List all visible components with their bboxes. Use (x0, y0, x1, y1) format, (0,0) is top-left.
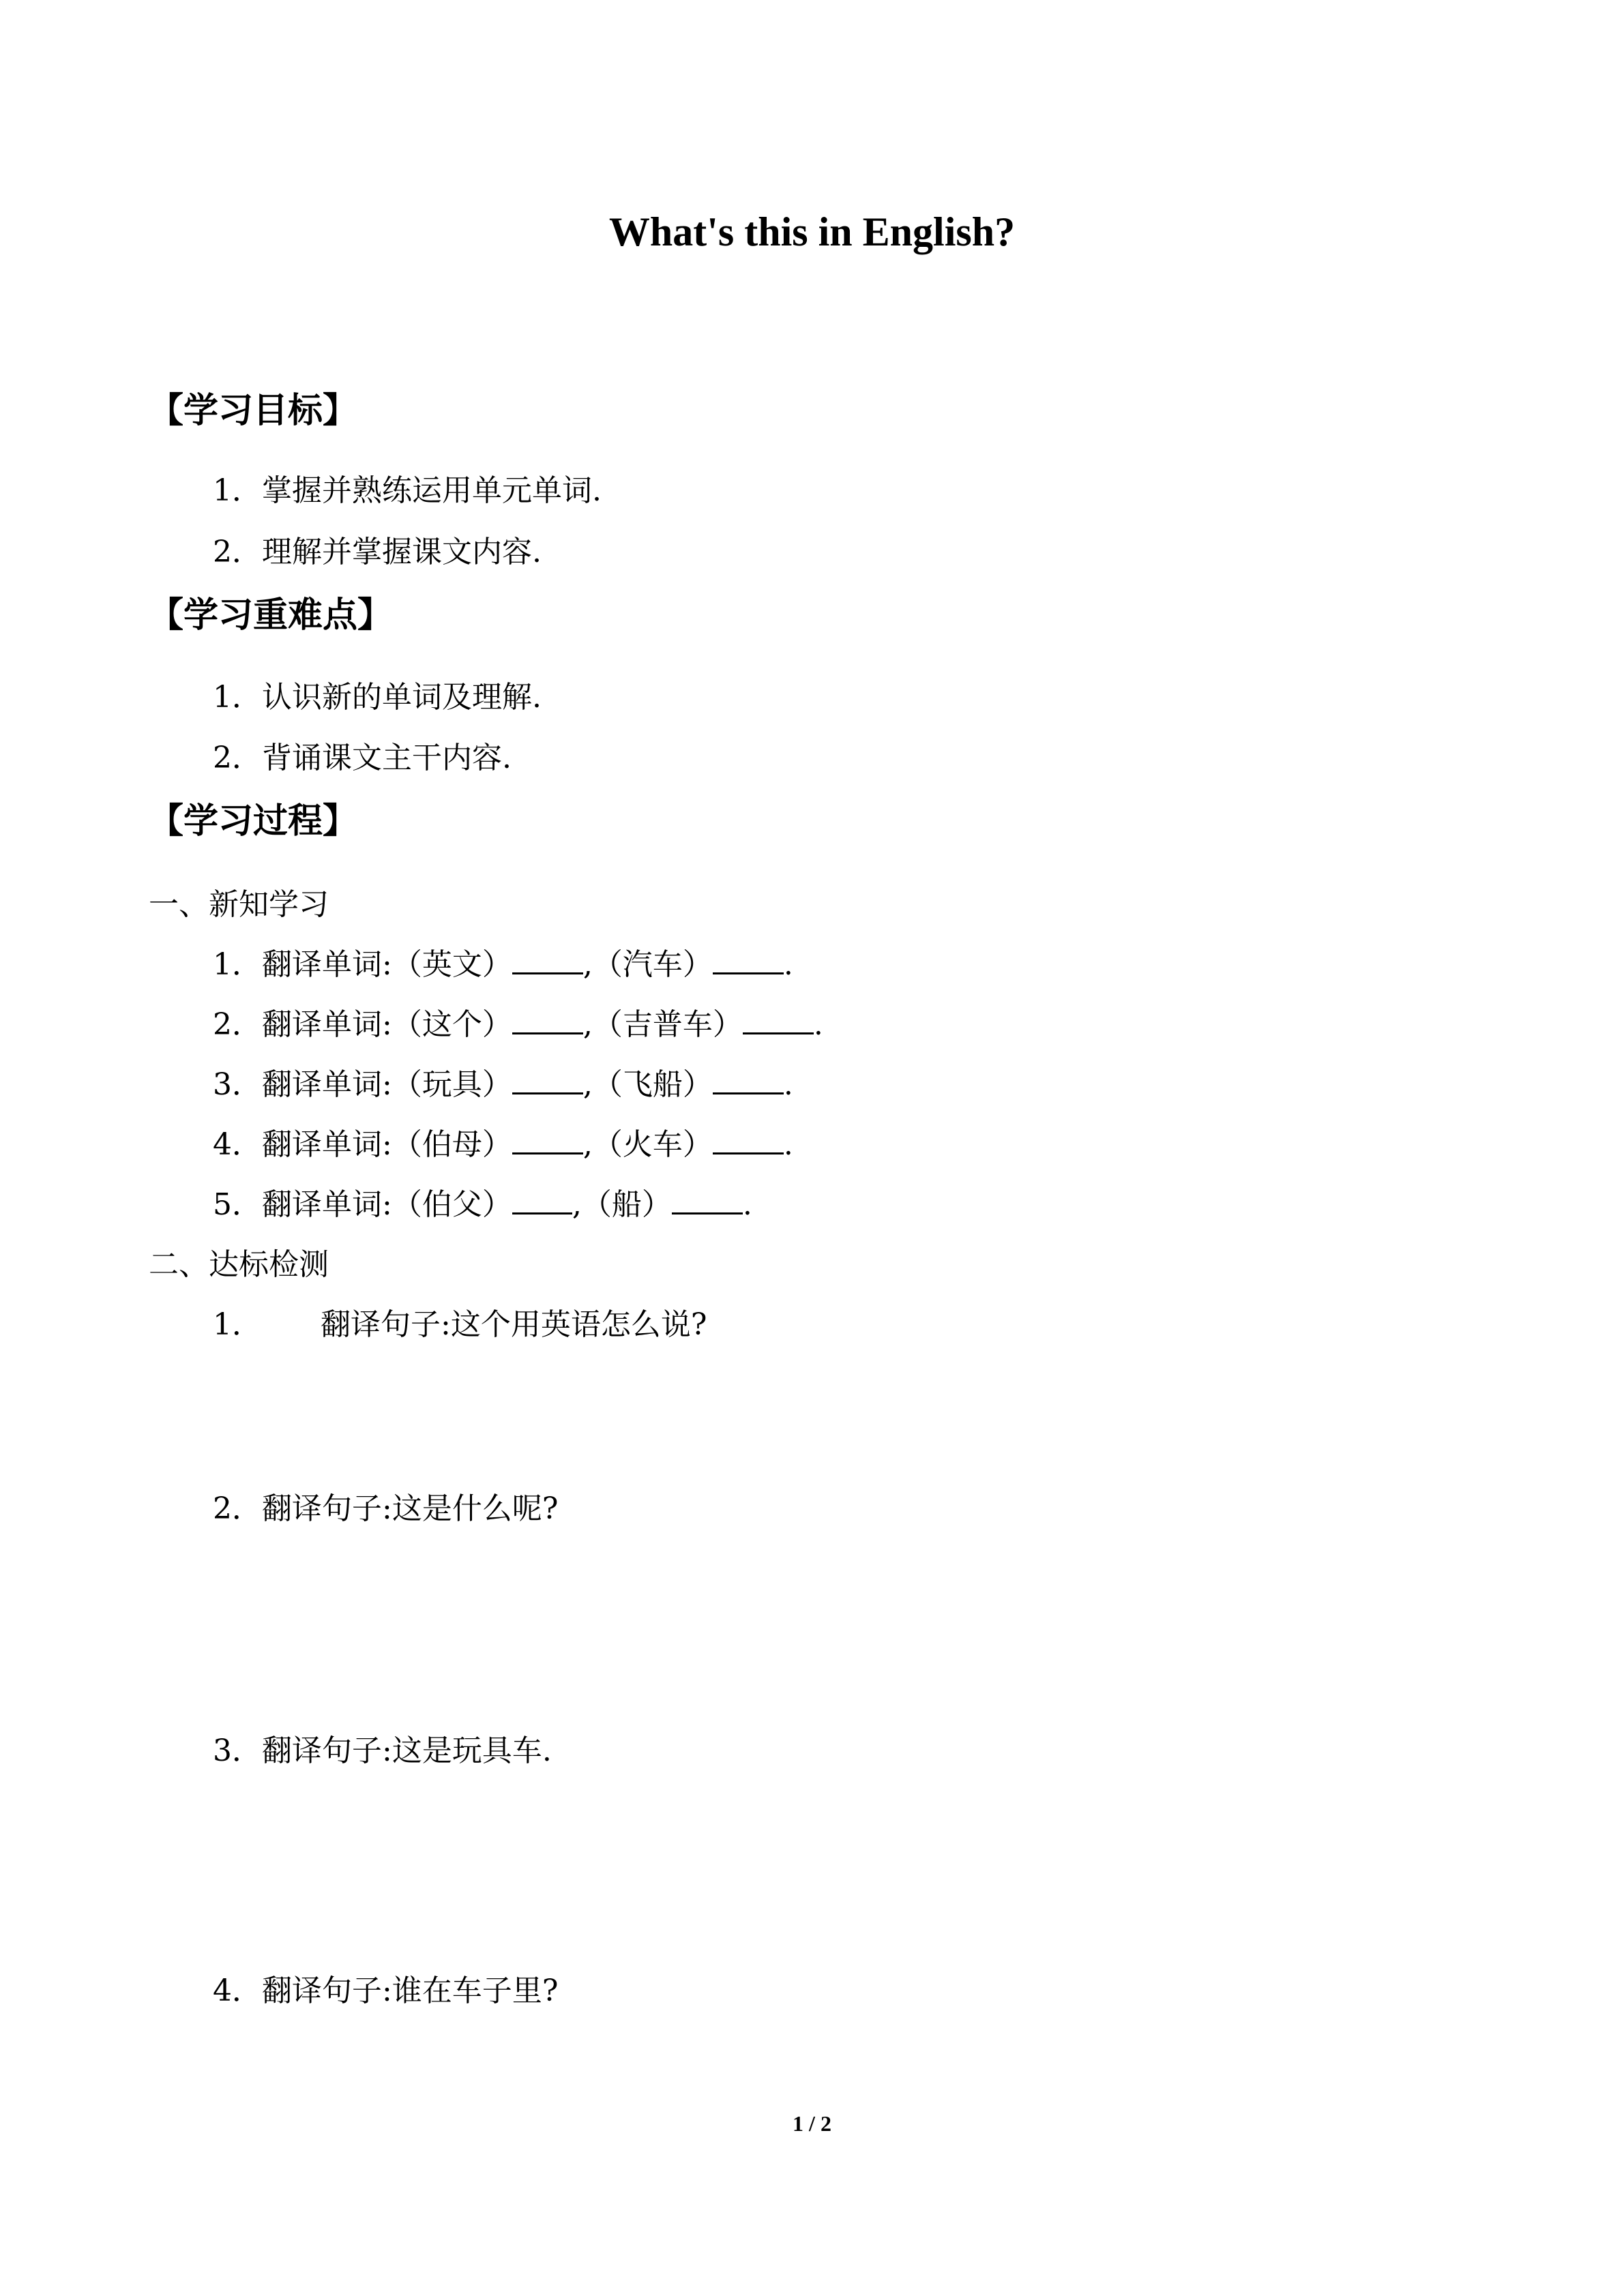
item-number: 2． (213, 1491, 262, 1526)
item-prefix: 翻译单词:（英文） (262, 947, 512, 982)
answer-blank[interactable] (512, 1125, 583, 1154)
item-mid: ,（飞船） (582, 1067, 713, 1102)
item-text: 翻译句子:谁在车子里? (262, 1973, 559, 2008)
answer-blank[interactable] (512, 945, 583, 974)
answer-blank[interactable] (713, 1065, 784, 1094)
answer-blank[interactable] (713, 945, 784, 974)
goal-item (213, 471, 602, 511)
item-number: 1． (213, 947, 262, 982)
section-heading-process: 【学习过程】 (149, 801, 358, 841)
item-number: 2． (213, 741, 262, 775)
document-title: What's this in English? (608, 209, 1016, 254)
item-number: 1． (213, 473, 262, 508)
item-number: 4． (213, 1973, 262, 2008)
item-mid: ,（汽车） (582, 947, 713, 982)
answer-blank[interactable] (512, 1185, 572, 1214)
key-point-item (213, 677, 542, 718)
item-end: . (742, 1187, 752, 1222)
translation-item (213, 1731, 552, 1772)
subsection-label-new-knowledge: 一、新知学习 (149, 887, 329, 922)
item-number: 3． (213, 1733, 262, 1768)
item-end: . (813, 1007, 823, 1042)
vocab-item (213, 1004, 823, 1045)
item-text: 背诵课文主干内容. (262, 741, 512, 775)
item-prefix: 翻译单词:（这个） (262, 1007, 512, 1042)
translation-item (213, 1304, 707, 1345)
page-number: 1 / 2 (793, 2111, 831, 2136)
section-heading-goals: 【学习目标】 (149, 391, 358, 431)
item-number: 2． (213, 1007, 262, 1042)
item-mid: ,（船） (572, 1187, 672, 1222)
answer-blank[interactable] (512, 1065, 583, 1094)
answer-blank[interactable] (743, 1005, 814, 1034)
vocab-item (213, 944, 793, 985)
item-text: 翻译句子:这是什么呢? (262, 1491, 559, 1526)
translation-item (213, 1489, 558, 1530)
item-text: 翻译句子:这是玩具车. (262, 1733, 552, 1768)
item-prefix: 翻译单词:（玩具） (262, 1067, 512, 1102)
item-end: . (783, 947, 793, 982)
item-number: 5． (213, 1187, 262, 1222)
vocab-item (213, 1184, 752, 1225)
item-text: 翻译句子:这个用英语怎么说? (321, 1307, 707, 1342)
vocab-item (213, 1124, 793, 1165)
item-number: 2． (213, 535, 262, 569)
goal-item (213, 532, 542, 573)
section-heading-key-points: 【学习重难点】 (149, 595, 393, 636)
translation-item (213, 1971, 558, 2012)
answer-blank[interactable] (713, 1125, 784, 1154)
item-text: 理解并掌握课文内容. (262, 535, 542, 569)
item-text: 认识新的单词及理解. (262, 680, 542, 715)
item-end: . (783, 1067, 793, 1102)
item-number: 1． (213, 680, 262, 715)
item-number: 3． (213, 1067, 262, 1102)
key-point-item (213, 738, 512, 779)
item-text: 掌握并熟练运用单元单词. (262, 473, 602, 508)
vocab-item (213, 1064, 793, 1105)
item-number: 4． (213, 1127, 262, 1162)
subsection-label-assessment: 二、达标检测 (149, 1247, 329, 1282)
answer-blank[interactable] (512, 1005, 583, 1034)
item-number: 1． (213, 1307, 262, 1342)
item-mid: ,（火车） (582, 1127, 713, 1162)
item-mid: ,（吉普车） (582, 1007, 743, 1042)
item-prefix: 翻译单词:（伯父） (262, 1187, 512, 1222)
item-prefix: 翻译单词:（伯母） (262, 1127, 512, 1162)
item-end: . (783, 1127, 793, 1162)
answer-blank[interactable] (672, 1185, 743, 1214)
